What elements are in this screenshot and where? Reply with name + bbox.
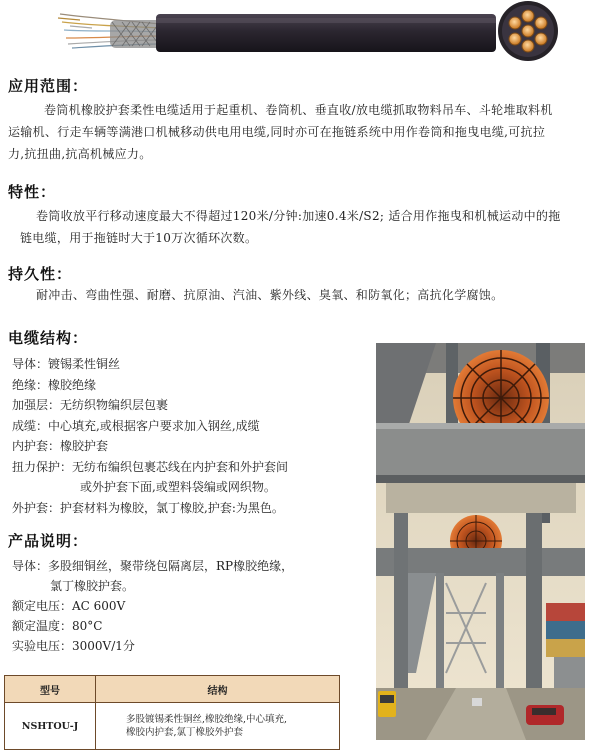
description-line: 导体：多股细铜丝，聚带绕包隔离层，RP橡胶绝缘， [12, 559, 294, 573]
structure-value: 无纺布编织包裹芯线在内护套和外护套间 [72, 459, 289, 474]
spec-table [4, 675, 340, 750]
durability-body [36, 284, 596, 306]
structure-value: 或外护套下面,或塑料袋编或网织物。 [80, 480, 276, 494]
application-line: 运输机、行走车辆等满港口机械移动供电用电缆,同时亦可在拖链系统中用作卷筒和拖曳电缆,可抗拉 [8, 125, 546, 139]
structure-row [12, 457, 372, 478]
structure-value: 橡胶绝缘 [48, 377, 97, 392]
table-header-row [5, 676, 340, 703]
structure-value: 橡胶护套 [60, 439, 109, 453]
structure-label: 外护套： [12, 500, 61, 515]
application-line: 卷筒机橡胶护套柔性电缆适用于起重机、卷筒机、垂直收/放电缆抓取物料吊车、斗轮堆取料机 [44, 103, 553, 117]
structure-value: 镀锡柔性铜丝 [48, 357, 121, 371]
structure-row [12, 354, 372, 375]
table-header-structure: 结构 [96, 676, 340, 703]
structure-spec-line: 橡胶内护套,氯丁橡胶外护套 [126, 727, 244, 738]
table-cell-structure [96, 703, 340, 750]
description-line: 额定温度：80°C [12, 619, 103, 633]
description-line: 实验电压：3000V/1分 [12, 639, 135, 653]
cable-product-image [0, 0, 600, 62]
structure-label: 绝缘： [12, 377, 49, 392]
structure-value: 中心填充,或根据客户要求加入钢丝,成缆 [48, 418, 260, 433]
structure-label: 加强层： [12, 398, 61, 412]
structure-label: 导体： [12, 357, 49, 371]
application-line: 力,抗扭曲,抗高机械应力。 [8, 147, 152, 161]
structure-row [12, 436, 372, 457]
structure-row [12, 477, 372, 498]
structure-label: 成缆： [12, 418, 49, 433]
structure-label: 扭力保护： [12, 459, 73, 474]
structure-row [12, 395, 372, 416]
durability-line: 耐冲击、弯曲性强、耐磨、抗原油、汽油、紫外线、臭氧、和防氧化；高抗化学腐蚀。 [36, 288, 504, 302]
application-title: 应用范围： [8, 77, 89, 95]
structure-row [12, 498, 372, 519]
description-line: 氯丁橡胶护套。 [50, 579, 135, 593]
durability-title: 持久性： [8, 265, 73, 283]
features-line: 卷筒收放平行移动速度最大不得超过120米/分钟:加速0.4米/S2; 适合用作拖曳和机械运动中的拖 [36, 209, 561, 223]
table-header-model: 型号 [5, 676, 96, 703]
features-body [8, 205, 596, 249]
application-body [8, 99, 596, 165]
port-crane-photo [376, 343, 585, 740]
structure-value: 无纺织物编织层包裹 [60, 398, 169, 412]
description-title: 产品说明： [8, 532, 89, 550]
description-body [12, 556, 372, 656]
structure-row [12, 416, 372, 437]
structure-row [12, 375, 372, 396]
features-title: 特性： [8, 183, 57, 201]
table-row [5, 703, 340, 750]
structure-value: 护套材料为橡胶，氯丁橡胶,护套:为黑色。 [60, 500, 284, 515]
features-line: 链电缆，用于拖链时大于10万次循环次数。 [20, 231, 258, 245]
table-cell-model: NSHTOU-J [5, 703, 96, 750]
structure-spec-line: 多股镀锡柔性铜丝,橡胶绝缘,中心填充, [126, 714, 288, 725]
description-line: 额定电压：AC 600V [12, 599, 126, 613]
structure-label: 内护套： [12, 439, 61, 453]
structure-title: 电缆结构： [8, 329, 89, 347]
structure-list [12, 354, 372, 518]
